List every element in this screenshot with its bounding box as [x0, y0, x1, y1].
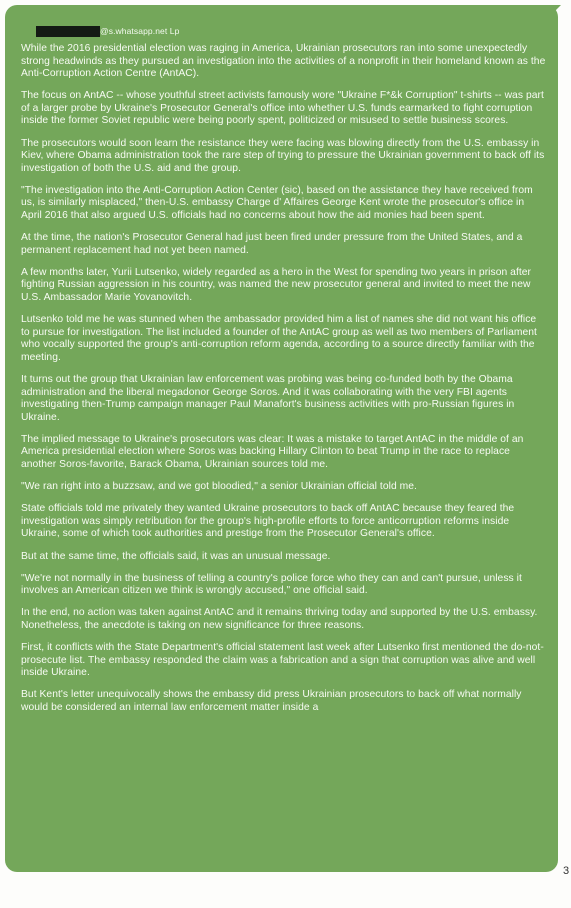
message-paragraph: State officials told me privately they wanted Ukraine prosecutors to back off AntAC because they feared the investigation was simply retribution for the group's high-profile efforts to force anticorruption reforms inside Ukraine, some of which took authorities and prestige from the Prosecutor General's office.	[21, 503, 515, 540]
message-paragraph: But at the same time, the officials said, it was an unusual message.	[21, 550, 331, 562]
redacted-phone-number	[36, 26, 100, 37]
message-paragraph: The implied message to Ukraine's prosecutors was clear: It was a mistake to target AntAC in the middle of an America presidential election where Soros was backing Hillary Clinton to beat Trump in the race to replace another Soros-favorite, Barack Obama, Ukrainian sources told me.	[21, 433, 524, 471]
message-paragraph: A few months later, Yurii Lutsenko, widely regarded as a hero in the West for spending two years in prison after fighting Russian aggression in his country, was named the new prosecutor general and invited to meet the new U.S. Ambassador Marie Yovanovitch.	[21, 266, 532, 303]
message-paragraph: "We ran right into a buzzsaw, and we got bloodied," a senior Ukrainian official told me.	[21, 481, 417, 493]
message-paragraph: The focus on AntAC -- whose youthful street activists famously wore "Ukraine F*&k Corruption" t-shirts -- was part of a larger probe by Ukraine's Prosecutor General's office into whether U.S. funds earmarked to fight corruption inside the former Soviet republic were being poorly spent, politicized or misused to settle business scores.	[21, 90, 544, 127]
message-paragraph: In the end, no action was taken against AntAC and it remains thriving today and supported by the U.S. embassy. Nonetheless, the anecdote is taking on new significance for three reasons.	[21, 607, 538, 631]
message-body	[21, 43, 546, 714]
message-sender	[21, 25, 546, 37]
message-paragraph: At the time, the nation's Prosecutor General had just been fired under pressure from the United States, and a permanent replacement had not yet been named.	[21, 232, 523, 256]
message-bubble	[5, 5, 558, 872]
message-paragraph: It turns out the group that Ukrainian law enforcement was probing was being co-funded both by the Obama administration and the liberal megadonor George Soros. And it was collaborating with the very FBI agents investigating then-Trump campaign manager Paul Manafort's business activities with pro-Russian figures in Ukraine.	[21, 373, 515, 423]
sender-id-suffix: @s.whatsapp.net Lp	[100, 26, 180, 36]
page-number: 3	[563, 865, 570, 877]
message-paragraph: But Kent's letter unequivocally shows the embassy did press Ukrainian prosecutors to back off what normally would be considered an internal law enforcement matter inside a	[21, 689, 522, 713]
message-paragraph: First, it conflicts with the State Department's official statement last week after Lutsenko first mentioned the do-not-prosecute list. The embassy responded the claim was a fabrication and a sign that corruption was alive and well inside Ukraine.	[21, 641, 544, 679]
message-paragraph: Lutsenko told me he was stunned when the ambassador provided him a list of names she did not want his office to pursue for investigation. The list included a founder of the AntAC group as well as two members of Parliament who vocally supported the group's anti-corruption reform agenda, according to a source directly familiar with the meeting.	[21, 314, 537, 363]
message-paragraph: "The investigation into the Anti-Corruption Action Center (sic), based on the assistance they have received from us, is similarly misplaced," then-U.S. embassy Charge d' Affaires George Kent wrote the prosecutor's office in April 2016 that also argued U.S. officials had no concerns about how the aid monies had been spent.	[21, 184, 533, 222]
message-paragraph: "We're not normally in the business of telling a country's police force who they can and can't pursue, unless it involves an American citizen we think is wrongly accused," one official said.	[21, 572, 522, 597]
message-paragraph: The prosecutors would soon learn the resistance they were facing was blowing directly from the U.S. embassy in Kiev, where Obama administration took the rare step of trying to pressure the Ukrainian government to back off its investigation of both the U.S. aid and the group.	[21, 137, 545, 174]
message-paragraph: While the 2016 presidential election was raging in America, Ukrainian prosecutors ran into some unexpectedly strong headwinds as they pursued an investigation into the activities of a nonprofit in their homeland known as the Anti-Corruption Action Centre (AntAC).	[21, 43, 546, 80]
